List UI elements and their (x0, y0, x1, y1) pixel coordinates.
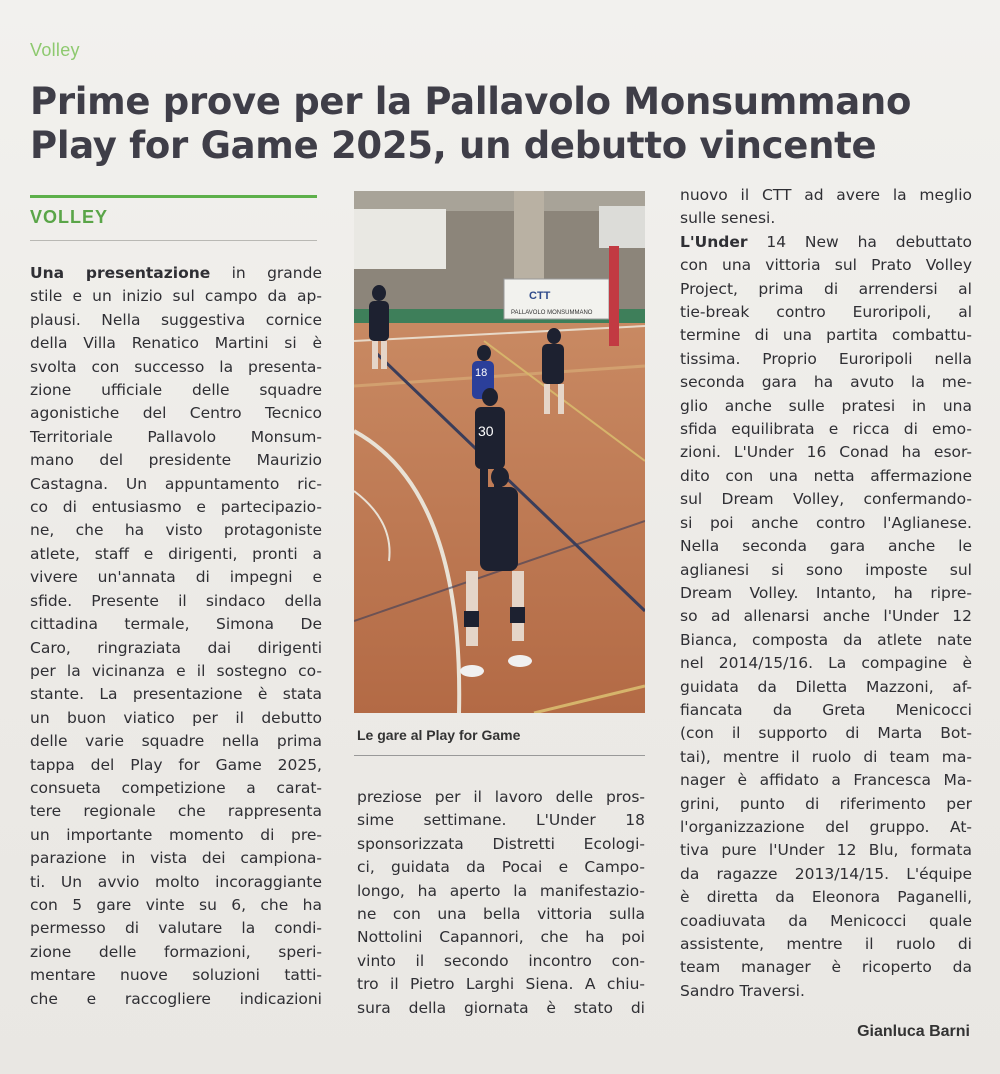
text-line: co di entusiasmo e partecipazio- (30, 498, 322, 517)
photo-caption: Le gare al Play for Game (357, 727, 521, 743)
text-line: stile e un inizio sul campo da ap- (30, 287, 322, 306)
text-line: mentare nuove soluzioni tatti- (30, 966, 322, 985)
text-line: permesso di valutare la condi- (30, 919, 322, 938)
text-line: per la vicinanza e il sostegno co- (30, 661, 322, 680)
text-line: nuovo il CTT ad avere la meglio (680, 186, 972, 204)
text-line: Caro, ringraziata dai dirigenti (30, 638, 322, 657)
text-line: sfida equilibrata e ricca di emo- (680, 420, 972, 439)
text-line: seconda gara ha avuto la me- (680, 373, 972, 392)
lead-rest: in grande (231, 264, 322, 282)
kicker: VOLLEY (30, 207, 109, 227)
text-line: ne con una bella vittoria sulla (357, 905, 645, 924)
text-line: stante. La presentazione è stata (30, 685, 322, 704)
under14-line (680, 231, 972, 254)
text-line: tissima. Proprio Euroripoli nella (680, 349, 972, 368)
text-line: un importante momento di pre- (30, 825, 322, 844)
text-line: sponsorizzata Distretti Ecologi- (357, 834, 645, 853)
column-2-lines (357, 786, 645, 1020)
text-line: Project, prima di arrendersi al (680, 279, 972, 298)
text-line: grini, punto di riferimento per (680, 794, 972, 813)
text-line: che e raccogliere indicazioni (30, 989, 322, 1008)
text-line: sura della giornata è stato di (357, 998, 645, 1017)
text-line: fiancata da Greta Menicocci (680, 700, 972, 719)
text-line: tere regionale che rappresenta (30, 802, 322, 821)
text-line: della Villa Renatico Martini si è (30, 334, 322, 353)
text-line: cittadina termale, Simona De (30, 615, 322, 634)
text-line: si poi anche contro l'Aglianese. (680, 513, 972, 532)
text-line: Bianca, composta da atlete nate (680, 630, 972, 649)
section-label: Volley (30, 40, 80, 60)
lead-bold: Una presentazione (30, 264, 211, 282)
jersey-number-18: 18 (475, 367, 488, 379)
text-line: Nella seconda gara anche le (680, 537, 972, 556)
text-line: da ragazze 2013/14/15. L'équipe (680, 864, 972, 883)
text-line: parazione in vista dei campiona- (30, 849, 322, 868)
text-line: delle varie squadre nella prima (30, 732, 322, 751)
text-line: sulle senesi. (680, 209, 776, 228)
text-line: sul Dream Volley, confermando- (680, 490, 972, 509)
text-line: Sandro Traversi. (680, 981, 805, 1000)
text-line: l'organizzazione del gruppo. At- (680, 817, 972, 836)
text-line: dito con una netta affermazione (680, 466, 972, 485)
article-column-2 (357, 786, 645, 1020)
text-line: (con il supporto di Marta Bot- (680, 724, 972, 743)
jersey-number-30: 30 (478, 423, 494, 439)
text-line: zione ufficiale delle squadre (30, 381, 322, 400)
column-1-lines (30, 285, 322, 1011)
article-column-1 (30, 262, 322, 1011)
column-3-lines-b (680, 254, 972, 1003)
banner-text: PALLAVOLO MONSUMMANO (511, 310, 593, 316)
text-line: svolta con successo la presenta- (30, 357, 322, 376)
kicker-divider (30, 240, 317, 241)
text-line: nager è affidato a Francesca Ma- (680, 771, 972, 790)
banner-logo-text: CTT (529, 290, 551, 302)
byline: Gianluca Barni (857, 1023, 970, 1040)
text-line: coadiuvata da Menicocci quale (680, 911, 972, 930)
text-line: consueta competizione a carat- (30, 778, 322, 797)
under14-bold: L'Under (680, 232, 748, 251)
text-line: con 5 gare vinte su 6, che ha (30, 895, 322, 914)
text-line: zione delle formazioni, speri- (30, 942, 322, 961)
text-line: assistente, mentre il ruolo di (680, 935, 972, 953)
text-line: tappa del Play for Game 2025, (30, 755, 322, 774)
text-line: vinto il secondo incontro con- (357, 951, 645, 970)
headline-line-2: Play for Game 2025, un debutto vincente (30, 124, 877, 167)
headline-line-1: Prime prove per la Pallavolo Monsummano (30, 80, 912, 123)
text-line: agonistiche del Centro Tecnico (30, 404, 322, 423)
column-3-lines-a (680, 184, 972, 231)
kicker-rule (30, 195, 317, 198)
text-line: glio anche sulle pratesi in una (680, 396, 972, 415)
text-line: aglianesi si sono imposte sul (680, 560, 972, 579)
text-line: longo, ha aperto la manifestazio- (357, 881, 645, 900)
text-line: ti. Un avvio molto incoraggiante (30, 872, 322, 891)
text-line: Dream Volley. Intanto, ha ripre- (680, 583, 972, 602)
article-column-3 (680, 184, 972, 1003)
text-line: tiva pure l'Under 12 Blu, formata (680, 841, 972, 860)
under14-rest: 14 New ha debuttato (766, 232, 972, 251)
text-line: Territoriale Pallavolo Monsum- (30, 427, 322, 446)
text-line: mano del presidente Maurizio (30, 451, 322, 470)
text-line: zioni. L'Under 16 Conad ha esor- (680, 443, 972, 462)
text-line: so ad allenarsi anche l'Under 12 (680, 607, 972, 626)
text-line: guidata da Diletta Mazzoni, af- (680, 677, 972, 696)
caption-rule (354, 755, 645, 756)
text-line: preziose per il lavoro delle pros- (357, 788, 645, 806)
text-line: Nottolini Capannori, che ha poi (357, 928, 645, 947)
text-line: un buon viatico per il debutto (30, 708, 322, 727)
article-photo (354, 191, 645, 713)
text-line: è diretta da Eleonora Paganelli, (680, 888, 972, 907)
text-line: con una vittoria sul Prato Volley (680, 256, 972, 275)
text-line: Castagna. Un appuntamento ric- (30, 474, 322, 493)
lead-line (30, 262, 322, 285)
text-line: sime settimane. L'Under 18 (357, 811, 645, 830)
text-line: tie-break contro Euroripoli, al (680, 303, 972, 322)
text-line: nel 2014/15/16. La compagine è (680, 654, 972, 673)
text-line: team manager è ricoperto da (680, 958, 972, 977)
text-line: plausi. Nella suggestiva cornice (30, 310, 322, 329)
headline (30, 80, 970, 168)
text-line: tai), mentre il ruolo di team ma- (680, 747, 972, 766)
text-line: sfide. Presente il sindaco della (30, 591, 322, 610)
text-line: atlete, staff e dirigenti, pronti a (30, 544, 322, 563)
volleyball-match-photo (354, 191, 645, 713)
text-line: termine di una partita combattu- (680, 326, 972, 345)
text-line: vivere un'annata di impegni e (30, 568, 322, 587)
text-line: tro il Pietro Larghi Siena. A chiu- (357, 975, 645, 994)
text-line: ne, che ha visto protagoniste (30, 521, 322, 540)
text-line: ci, guidata da Pocai e Campo- (357, 858, 645, 877)
